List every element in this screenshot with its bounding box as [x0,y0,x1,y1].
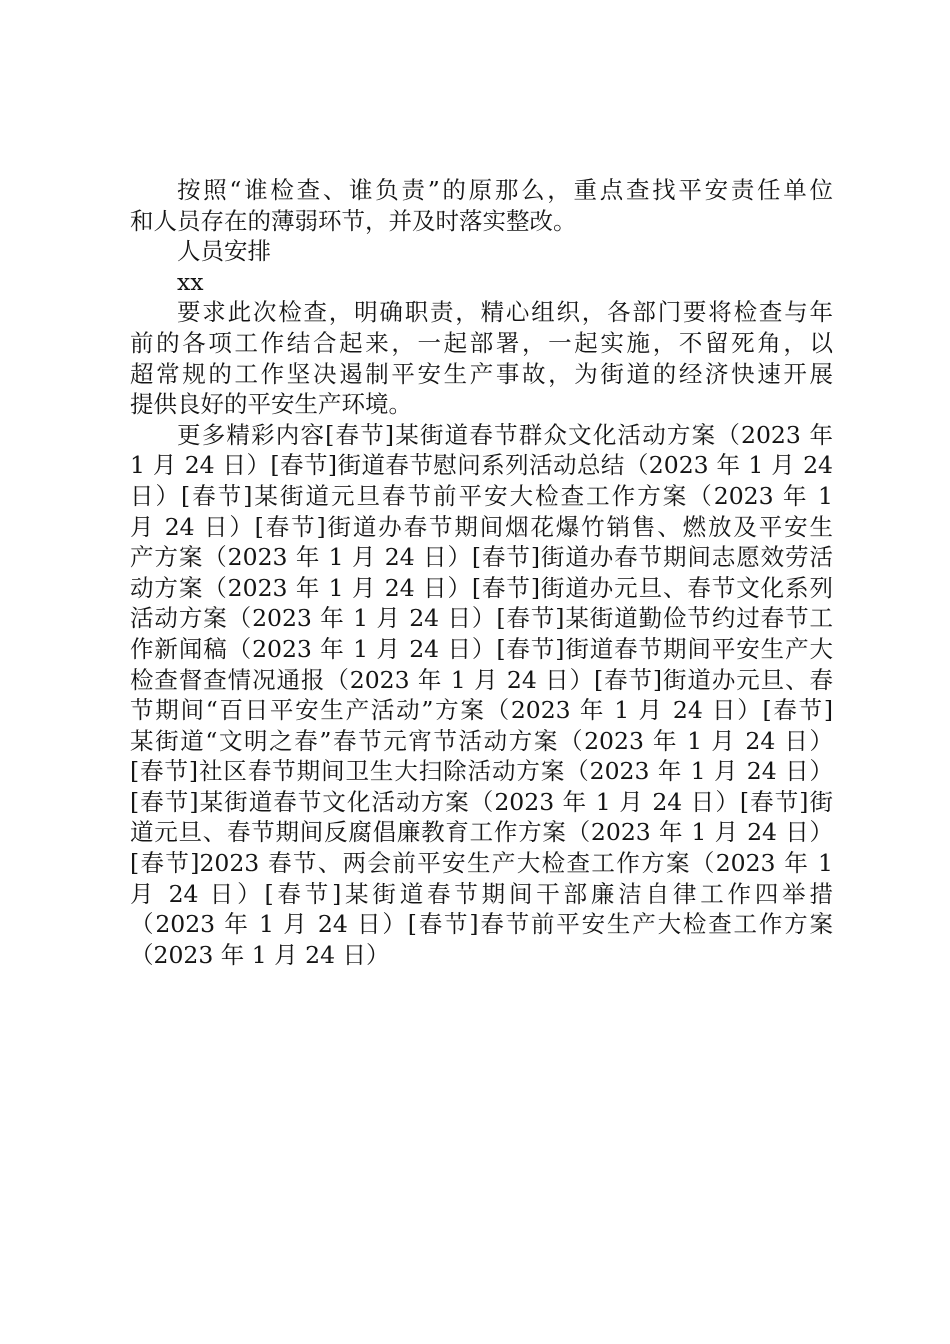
paragraph-requirements [130,297,833,419]
paragraph-4-line-1: 要求此次检查，明确职责，精心组织，各部门要将检查与年 [177,298,833,327]
paragraph-5-line-10: 节期间“百日平安生产活动”方案（2023 年 1 月 24 日）[春节] [130,696,833,725]
paragraph-5-line-3: 日）[春节]某街道元旦春节前平安大检查工作方案（2023 年 1 [130,481,833,510]
paragraph-5-line-9: 检查督查情况通报（2023 年 1 月 24 日）[春节]街道办元旦、春 [130,665,833,694]
paragraph-3-line-1: xx [177,267,204,296]
paragraph-5-line-5: 产方案（2023 年 1 月 24 日）[春节]街道办春节期间志愿效劳活 [130,543,833,572]
paragraph-5-line-13: [春节]某街道春节文化活动方案（2023 年 1 月 24 日）[春节]街 [130,787,833,816]
paragraph-inspection-principle [130,175,833,236]
paragraph-5-line-2: 1 月 24 日）[春节]街道春节慰问系列活动总结（2023 年 1 月 24 [130,451,833,480]
document-body [130,175,833,970]
paragraph-5-line-11: 某街道“文明之春”春节元宵节活动方案（2023 年 1 月 24 日） [130,726,833,755]
paragraph-5-line-17: （2023 年 1 月 24 日）[春节]春节前平安生产大检查工作方案 [130,910,833,939]
paragraph-2-line-1: 人员安排 [177,237,271,266]
paragraph-1-line-2: 和人员存在的薄弱环节，并及时落实整改。 [130,206,577,235]
paragraph-staffing-heading [130,236,833,267]
paragraph-4-line-3: 超常规的工作坚决遏制平安生产事故，为街道的经济快速开展 [130,359,833,388]
paragraph-4-line-2: 前的各项工作结合起来，一起部署，一起实施，不留死角，以 [130,328,833,357]
paragraph-5-line-16: 月 24 日）[春节]某街道春节期间干部廉洁自律工作四举措 [130,879,833,908]
paragraph-5-line-1: 更多精彩内容[春节]某街道春节群众文化活动方案（2023 年 [177,420,833,449]
paragraph-5-line-6: 动方案（2023 年 1 月 24 日）[春节]街道办元旦、春节文化系列 [130,573,833,602]
paragraph-staffing-placeholder [130,267,833,298]
paragraph-5-line-18: （2023 年 1 月 24 日） [130,940,390,969]
paragraph-5-line-4: 月 24 日）[春节]街道办春节期间烟花爆竹销售、燃放及平安生 [130,512,833,541]
paragraph-1-line-1: 按照“谁检查、谁负责”的原那么，重点查找平安责任单位 [177,176,833,204]
paragraph-related-content [130,420,833,971]
paragraph-5-line-14: 道元旦、春节期间反腐倡廉教育工作方案（2023 年 1 月 24 日） [130,818,833,847]
paragraph-5-line-12: [春节]社区春节期间卫生大扫除活动方案（2023 年 1 月 24 日） [130,757,833,786]
paragraph-5-line-7: 活动方案（2023 年 1 月 24 日）[春节]某街道勤俭节约过春节工 [130,604,833,633]
paragraph-4-line-4: 提供良好的平安生产环境。 [130,390,412,419]
paragraph-5-line-15: [春节]2023 春节、两会前平安生产大检查工作方案（2023 年 1 [130,849,833,878]
paragraph-5-line-8: 作新闻稿（2023 年 1 月 24 日）[春节]街道春节期间平安生产大 [130,634,833,663]
